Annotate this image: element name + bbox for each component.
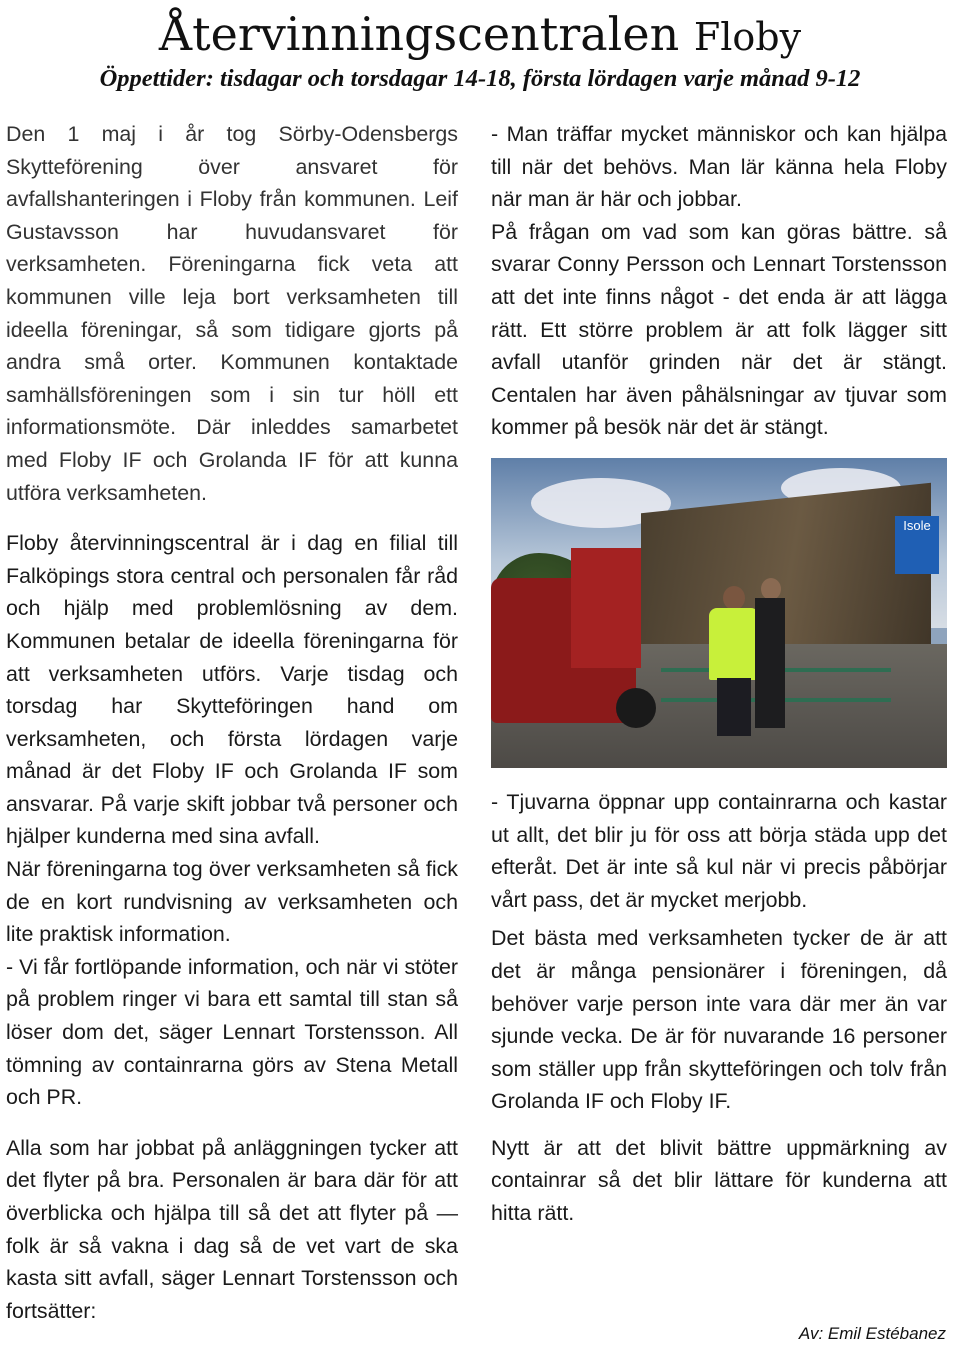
title-main: Återvinningscentralen <box>158 7 680 61</box>
right-paragraph-2: På frågan om vad som kan göras bättre. så svarar Conny Persson och Lennart Torstensson att det inte finns något - det enda är att lägga rätt. Ett större problem är att folk lägger sitt avfall utanför grinden när det är stängt. Centalen har även påhälsningar av tjuvar som kommer på besök när det är stängt. <box>491 219 947 440</box>
article-title <box>0 4 960 67</box>
right-paragraph-1: - Man träffar mycket människor och kan hjälpa till när det behövs. Man lär känna hela Floby när man är här och jobbar. <box>491 122 947 212</box>
left-column <box>6 118 458 1327</box>
photo-person-vest <box>709 586 759 736</box>
left-paragraph-3: När föreningarna tog över verksamheten så fick de en kort rundvisning av verksamheten och lite praktisk information. <box>6 857 458 947</box>
left-paragraph-2: Floby återvinningscentral är i dag en filial till Falköpings stora central och personalen får råd och hjälp med problemlösning av dem. Kommunen betalar de ideella föreningarna för att verksamheten utförs. Varje tisdag och torsdag har Skytteföringen hand om verksamheten, och första lördagen varje månad är det Floby IF och Grolanda IF som ansvarar. På varje skift jobbar två personer och hjälper kunderna med sina avfall. <box>6 531 458 849</box>
title-place: Floby <box>693 15 802 59</box>
left-paragraph-5: Alla som har jobbat på anläggningen tycker att det flyter på bra. Personalen är bara där för att överblicka och hjälpa till så det att flyter på — folk är så vakna i dag så de vet vart de ska kasta sitt avfall, säger Lennart Torstensson och fortsätter: <box>6 1135 458 1323</box>
left-paragraph-1: Den 1 maj i år tog Sörby-Odensbergs Skytteförening över ansvaret för avfallshanteringen i Floby från kommunen. Leif Gustavsson har huvudansvaret för verksamheten. Föreningarna fick veta att kommunen ville leja bort verksamheten till ideella föreningar, så som tidigare gjorts på andra små orter. Kommunen kontaktade samhällsföreningen som i sin tur höll ett informationsmöte. Där inleddes samarbetet med Floby IF och Grolanda IF för att kunna utföra verksamheten. <box>6 122 458 505</box>
left-paragraph-4: - Vi får fortlöpande information, och när vi stöter på problem ringer vi bara ett samtal till stan så löser dom det, säger Lennart Torstensson. All tömning av containrarna görs av Stena Metall och PR. <box>6 954 458 1110</box>
right-paragraph-5: Nytt är att det blivit bättre uppmärkning av containrar så det blir lättare för kunderna att hitta rätt. <box>491 1135 947 1226</box>
right-paragraph-3: - Tjuvarna öppnar upp containrarna och kastar ut allt, det blir ju för oss att börja städa upp det efteråt. Det är inte så kul när vi precis påbörjar vårt pass, det är mycket merjobb. <box>491 789 947 912</box>
photo-wheel <box>616 688 656 728</box>
photo-sign: Isole <box>895 516 939 574</box>
byline: Av: Emil Estébanez <box>798 1324 946 1343</box>
right-paragraph-4: Det bästa med verksamheten tycker de är att det är många pensionärer i föreningen, då behöver varje person inte vara där mer än var sjunde vecka. De är för nuvarande 16 personer som ställer upp från skytteföringen och tolv från Grolanda IF och Floby IF. <box>491 926 947 1114</box>
opening-hours: Öppettider: tisdagar och torsdagar 14-18, första lördagen varje månad 9-12 <box>99 65 861 92</box>
right-column <box>491 118 947 1230</box>
recycling-center-photo <box>491 458 947 768</box>
photo-person-dark <box>755 578 785 728</box>
photo-van-door <box>571 548 641 668</box>
